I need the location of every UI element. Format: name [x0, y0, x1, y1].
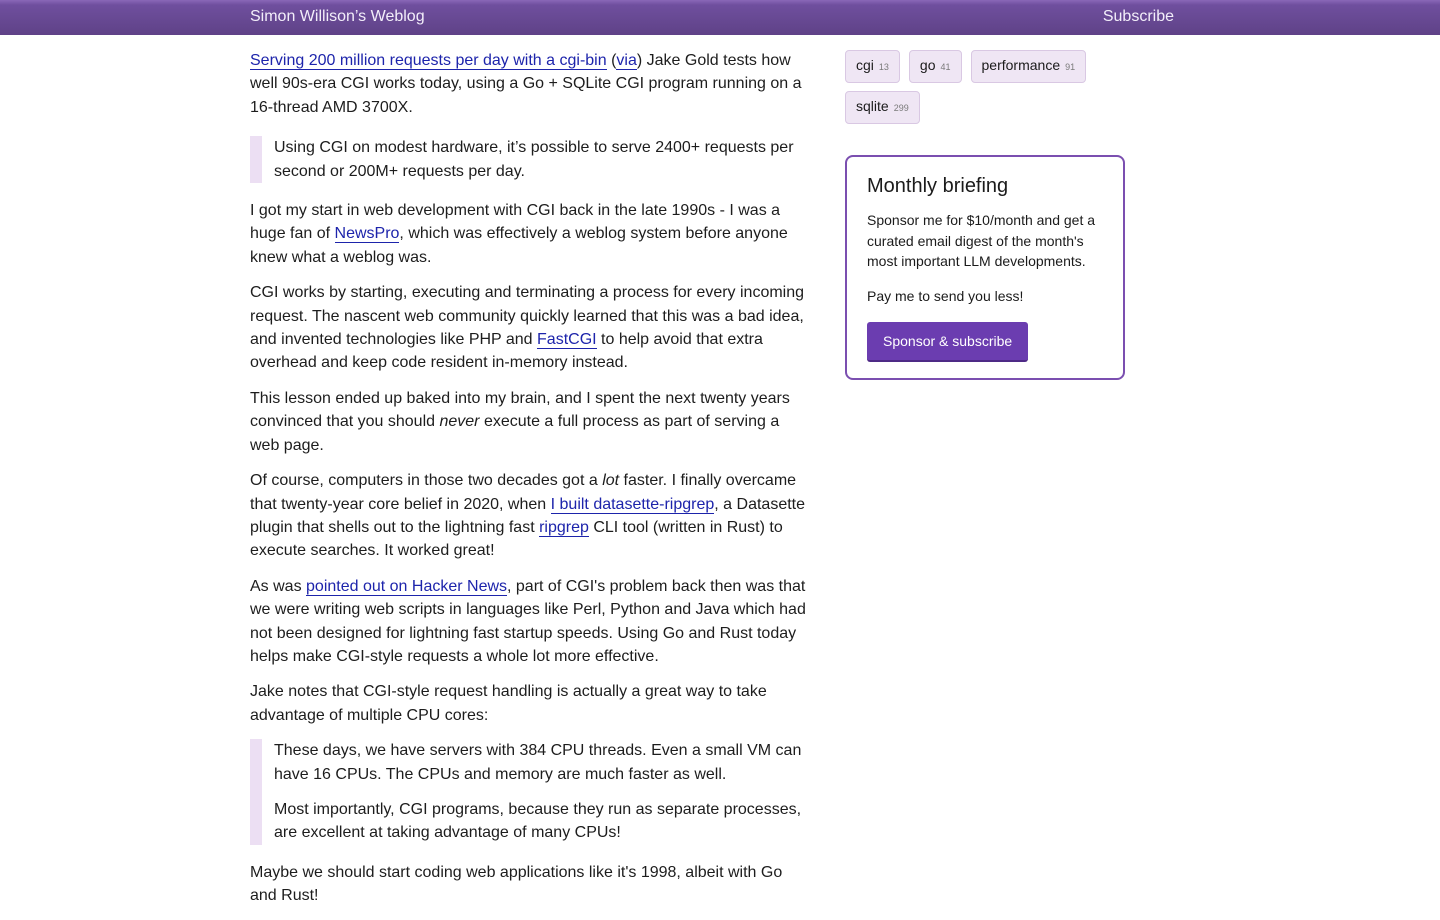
- paragraph-text: , which was effectively a weblog system before anyone knew what a weblog was.: [250, 225, 788, 266]
- tag-sqlite[interactable]: [845, 91, 920, 124]
- tag-name: go: [919, 57, 936, 73]
- article-body: [250, 49, 812, 920]
- quote-text: Using CGI on modest hardware, it’s possible to serve 2400+ requests per second or 200M+ requests per day.: [274, 139, 794, 180]
- via-close: ): [636, 52, 647, 69]
- tag-name: cgi: [856, 57, 874, 73]
- site-title-link[interactable]: Simon Willison’s Weblog: [250, 8, 425, 25]
- quote-block: [250, 739, 812, 845]
- briefing-tagline: Pay me to send you less!: [867, 287, 1024, 304]
- briefing-title: Monthly briefing: [867, 175, 1009, 197]
- tag-name: sqlite: [856, 98, 889, 114]
- paragraph: Maybe we should start coding web applications like it's 1998, albeit with Go and Rust!: [250, 863, 783, 905]
- sponsor-subscribe-button[interactable]: Sponsor & subscribe: [867, 322, 1028, 362]
- paragraph: [250, 281, 812, 375]
- paragraph-text: , a Datasette plugin that shells out to the lightning fast: [250, 495, 805, 536]
- tag-count: 91: [1065, 62, 1076, 72]
- paragraph-text: to help avoid that extra overhead and keep code resident in-memory instead.: [250, 331, 763, 372]
- paragraph-text: As was: [250, 577, 307, 595]
- paragraph: [250, 199, 812, 269]
- tag-count: 13: [878, 62, 889, 72]
- datasette-ripgrep-link[interactable]: I built datasette-ripgrep: [550, 495, 715, 513]
- newspro-link[interactable]: NewsPro: [334, 225, 400, 243]
- quote-text: Most importantly, CGI programs, because they run as separate processes, are excellent at taking advantage of many CPUs!: [274, 800, 802, 842]
- paragraph: [250, 387, 812, 457]
- tag-count: 299: [893, 103, 909, 113]
- subscribe-link[interactable]: Subscribe: [1102, 8, 1174, 25]
- monthly-briefing-box: [845, 155, 1125, 380]
- quote-block: [250, 136, 812, 183]
- site-header: [0, 0, 1440, 35]
- tag-cgi[interactable]: [845, 50, 900, 83]
- emphasis: lot: [602, 472, 620, 490]
- quote-text: These days, we have servers with 384 CPU threads. Even a small VM can have 16 CPUs. The CPUs and memory are much faster as well.: [274, 742, 802, 783]
- intro-text: Jake Gold tests how well 90s-era CGI works today, using a Go + SQLite CGI program running on a 16-thread AMD 3700X.: [250, 52, 802, 116]
- tag-name: performance: [981, 57, 1061, 73]
- paragraph-text: faster. I finally overcame that twenty-year core belief in 2020, when: [250, 472, 797, 513]
- sidebar: [845, 50, 1125, 380]
- fastcgi-link[interactable]: FastCGI: [537, 331, 597, 349]
- tag-go[interactable]: [909, 50, 962, 83]
- via-link[interactable]: via: [616, 52, 637, 69]
- hacker-news-link[interactable]: pointed out on Hacker News: [306, 577, 508, 595]
- paragraph-text: CGI works by starting, executing and terminating a process for every incoming request. The nascent web community quickly learned that this was a bad idea, and invented technologies like PHP and: [250, 284, 805, 349]
- via-open: (: [606, 52, 617, 69]
- briefing-description: Sponsor me for $10/month and get a curated email digest of the month's most important LLM developments.: [867, 212, 1096, 269]
- paragraph: Jake notes that CGI-style request handling is actually a great way to take advantage of multiple CPU cores:: [250, 683, 767, 724]
- article-title-link[interactable]: Serving 200 million requests per day with a cgi-bin: [250, 52, 607, 69]
- tag-performance[interactable]: [971, 50, 1087, 83]
- paragraph-text: I got my start in web development with CGI back in the late 1990s - I was a huge fan of: [250, 202, 781, 243]
- paragraph-text: , part of CGI's problem back then was that we were writing web scripts in languages like Perl, Python and Java which had not been designed for lightning fast startup speeds. Using Go and Rust today helps make CGI-style requests a whole lot more effective.: [250, 577, 806, 665]
- tag-list: [845, 50, 1125, 132]
- article-intro: [250, 49, 812, 119]
- paragraph: [250, 575, 812, 669]
- paragraph-text: This lesson ended up baked into my brain, and I spent the next twenty years convinced that you should: [250, 389, 790, 431]
- emphasis: never: [439, 413, 480, 431]
- paragraph-text: execute a full process as part of serving a web page.: [250, 413, 780, 454]
- paragraph-text: Of course, computers in those two decades got a: [250, 472, 603, 490]
- tag-count: 41: [940, 62, 951, 72]
- paragraph: [250, 469, 812, 563]
- paragraph-text: CLI tool (written in Rust) to execute searches. It worked great!: [250, 518, 783, 560]
- ripgrep-link[interactable]: ripgrep: [539, 518, 589, 536]
